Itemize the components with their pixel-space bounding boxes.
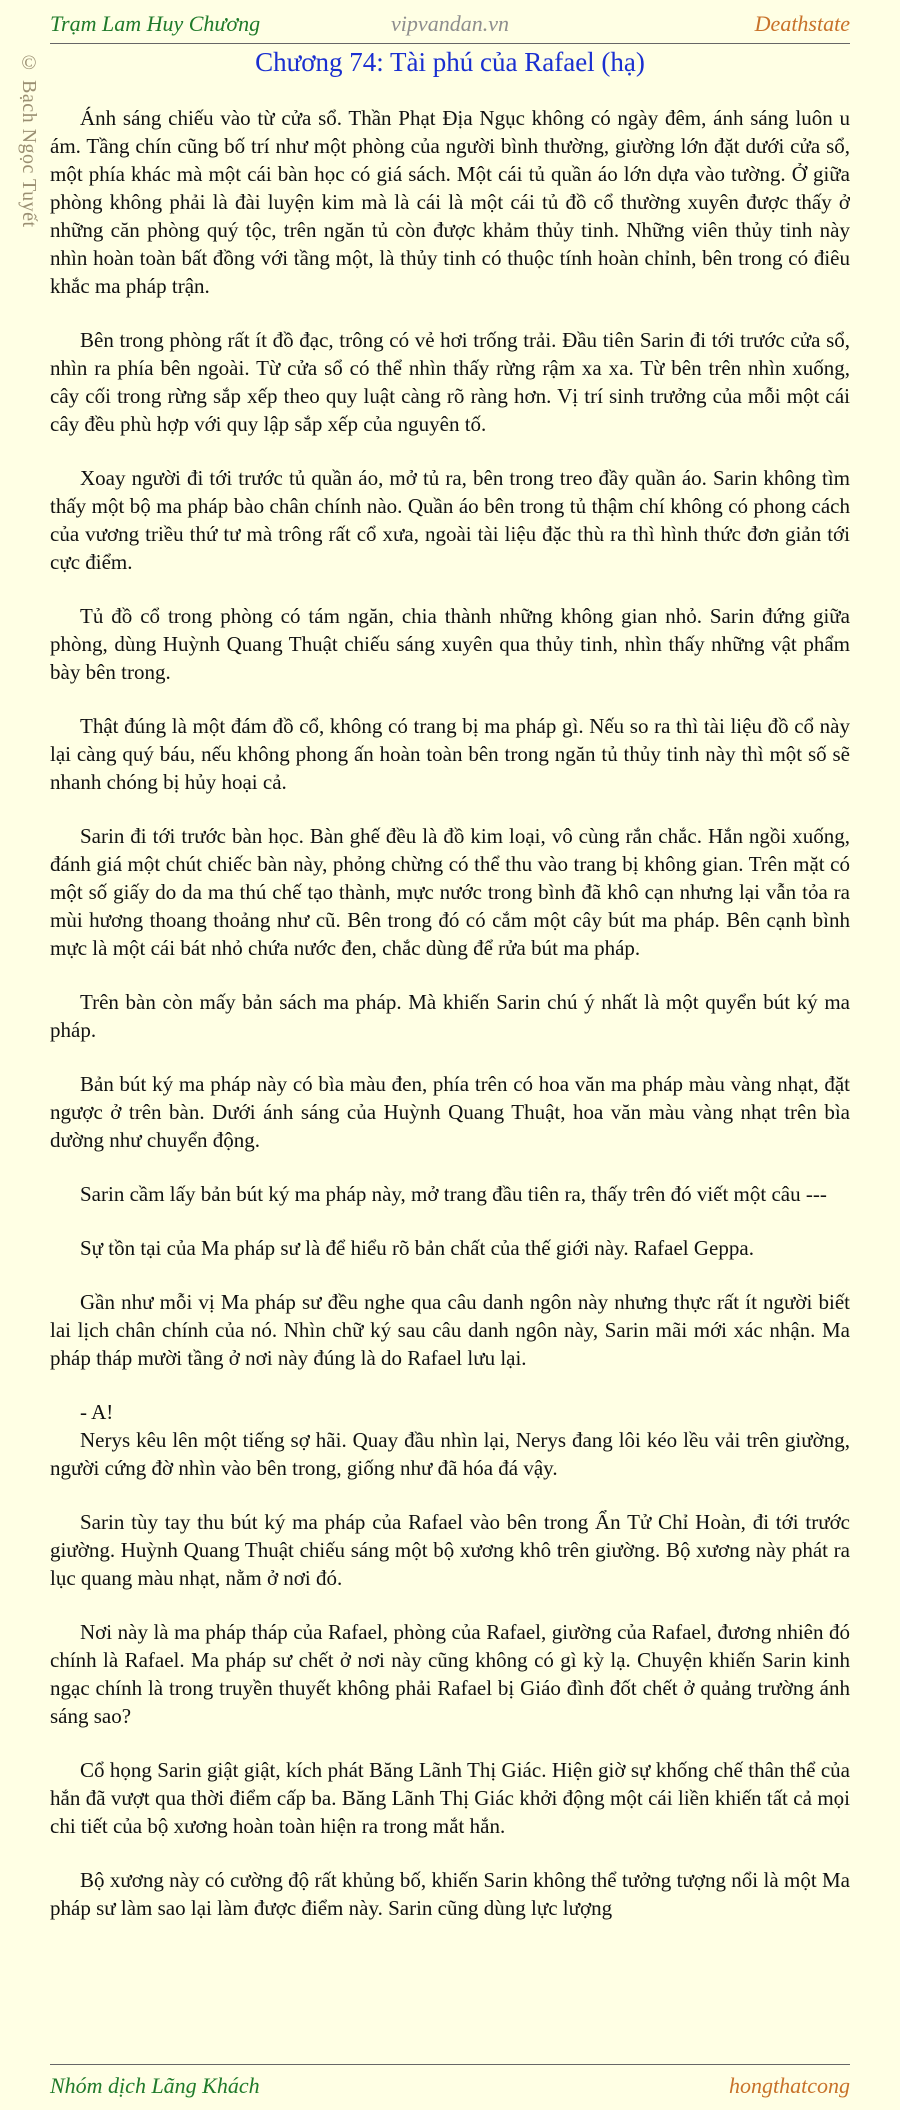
paragraph: Ánh sáng chiếu vào từ cửa sổ. Thần Phạt Địa Ngục không có ngày đêm, ánh sáng luôn u ám. Tầng chín cũng bố trí như một phòng của người bình thường, giường lớn đặt dưới cửa sổ, một phía khác mà một cái bàn học có giá sách. Một cái tủ quần áo lớn dựa vào tường. Ở giữa phòng không phải là đài luyện kim mà là cái là một cái tủ đồ cổ thường xuyên được thấy ở những căn phòng quý tộc, trên ngăn tủ còn được khảm thủy tinh. Những viên thủy tinh này nhìn hoàn toàn bất đồng với tầng một, là thủy tinh có thuộc tính hoàn chỉnh, bên trong có điêu khắc ma pháp trận. <box>50 106 850 298</box>
paragraph: Bên trong phòng rất ít đồ đạc, trông có vẻ hơi trống trải. Đầu tiên Sarin đi tới trước cửa sổ, nhìn ra phía bên ngoài. Từ cửa sổ có thể nhìn thấy rừng rậm xa xa. Từ bên trên nhìn xuống, cây cối trong rừng sắp xếp theo quy luật càng rõ ràng hơn. Vị trí sinh trưởng của mỗi một cái cây đều phù hợp với quy lập sắp xếp của nguyên tố. <box>50 328 850 436</box>
paragraph: Sarin cầm lấy bản bút ký ma pháp này, mở trang đầu tiên ra, thấy trên đó viết một câu --- <box>80 1182 827 1206</box>
paragraph: Bộ xương này có cường độ rất khủng bố, khiến Sarin không thể tưởng tượng nổi là một Ma pháp sư làm sao lại làm được điểm này. Sarin cũng dùng lực lượng <box>50 1868 850 1920</box>
paragraph: Tủ đồ cổ trong phòng có tám ngăn, chia thành những không gian nhỏ. Sarin đứng giữa phòng, dùng Huỳnh Quang Thuật chiếu sáng xuyên qua thủy tinh, nhìn thấy những vật phẩm bày bên trong. <box>50 604 850 684</box>
paragraph: Sarin tùy tay thu bút ký ma pháp của Rafael vào bên trong Ẩn Tử Chỉ Hoàn, đi tới trước giường. Huỳnh Quang Thuật chiếu sáng một bộ xương khô trên giường. Bộ xương này phát ra lục quang màu nhạt, nằm ở nơi đó. <box>50 1510 850 1590</box>
footer-divider <box>50 2064 850 2065</box>
paragraph: Sarin đi tới trước bàn học. Bàn ghế đều là đồ kim loại, vô cùng rắn chắc. Hắn ngồi xuống, đánh giá một chút chiếc bàn này, phỏng chừng có thể thu vào trang bị không gian. Trên mặt có một số giấy do da ma thú chế tạo thành, mực nước trong bình đã khô cạn nhưng lại vẫn tỏa ra mùi hương thoang thoảng như cũ. Bên trong đó có cắm một cây bút ma pháp. Bên cạnh bình mực là một cái bát nhỏ chứa nước đen, chắc dùng để rửa bút ma pháp. <box>50 824 850 960</box>
paragraph: Sự tồn tại của Ma pháp sư là để hiểu rõ bản chất của thế giới này. Rafael Geppa. <box>80 1236 754 1260</box>
paragraph: Xoay người đi tới trước tủ quần áo, mở tủ ra, bên trong treo đầy quần áo. Sarin không tìm thấy một bộ ma pháp bào chân chính nào. Quần áo bên trong tủ thậm chí không có phong cách của vương triều thứ tư mà trông rất cổ xưa, ngoài tài liệu đặc thù ra thì hình thức đơn giản tới cực điểm. <box>50 466 850 574</box>
page-footer <box>50 2066 850 2106</box>
paragraph: Gần như mỗi vị Ma pháp sư đều nghe qua câu danh ngôn này nhưng thực rất ít người biết lai lịch chân chính của nó. Nhìn chữ ký sau câu danh ngôn này, Sarin mãi mới xác nhận. Ma pháp tháp mười tầng ở nơi này đúng là do Rafael lưu lại. <box>50 1290 850 1370</box>
copyright-mark: © Bạch Ngọc Tuyết <box>18 52 40 228</box>
paragraph: Thật đúng là một đám đồ cổ, không có trang bị ma pháp gì. Nếu so ra thì tài liệu đồ cổ này lại càng quý báu, nếu không phong ấn hoàn toàn bên trong ngăn tủ thủy tinh này thì một số sẽ nhanh chóng bị hủy hoại cả. <box>50 714 850 794</box>
header-author: Deathstate <box>754 11 850 36</box>
paragraph: Trên bàn còn mấy bản sách ma pháp. Mà khiến Sarin chú ý nhất là một quyển bút ký ma pháp. <box>50 990 850 1042</box>
footer-editor: hongthatcong <box>729 2073 850 2098</box>
chapter-title: Chương 74: Tài phú của Rafael (hạ) <box>255 47 645 77</box>
dialog-line: - A! <box>80 1400 114 1424</box>
header-site-name: vipvandan.vn <box>391 11 509 36</box>
paragraph: Cổ họng Sarin giật giật, kích phát Băng Lãnh Thị Giác. Hiện giờ sự khống chế thân thể của hắn đã vượt qua thời điểm cấp ba. Băng Lãnh Thị Giác khởi động một cái liền khiến tất cả mọi chi tiết của bộ xương hoàn toàn hiện ra trong mắt hắn. <box>50 1758 850 1838</box>
paragraph: Nơi này là ma pháp tháp của Rafael, phòng của Rafael, giường của Rafael, đương nhiên đó chính là Rafael. Ma pháp sư chết ở nơi này cũng không có gì kỳ lạ. Chuyện khiến Sarin kinh ngạc chính là trong truyền thuyết không phải Rafael bị Giáo đình đốt chết ở quảng trường ánh sáng sao? <box>50 1620 850 1728</box>
paragraph: Nerys kêu lên một tiếng sợ hãi. Quay đầu nhìn lại, Nerys đang lôi kéo lều vải trên giường, người cứng đờ nhìn vào bên trong, giống như đã hóa đá vậy. <box>50 1428 850 1480</box>
page-header <box>50 6 850 42</box>
header-book-title: Trạm Lam Huy Chương <box>50 11 261 36</box>
footer-translator-group: Nhóm dịch Lãng Khách <box>50 2073 260 2098</box>
paragraph: Bản bút ký ma pháp này có bìa màu đen, phía trên có hoa văn ma pháp màu vàng nhạt, đặt ngược ở trên bàn. Dưới ánh sáng của Huỳnh Quang Thuật, hoa văn màu vàng nhạt trên bìa dường như chuyển động. <box>50 1072 850 1152</box>
header-divider <box>50 43 850 44</box>
chapter-body <box>50 104 850 2059</box>
